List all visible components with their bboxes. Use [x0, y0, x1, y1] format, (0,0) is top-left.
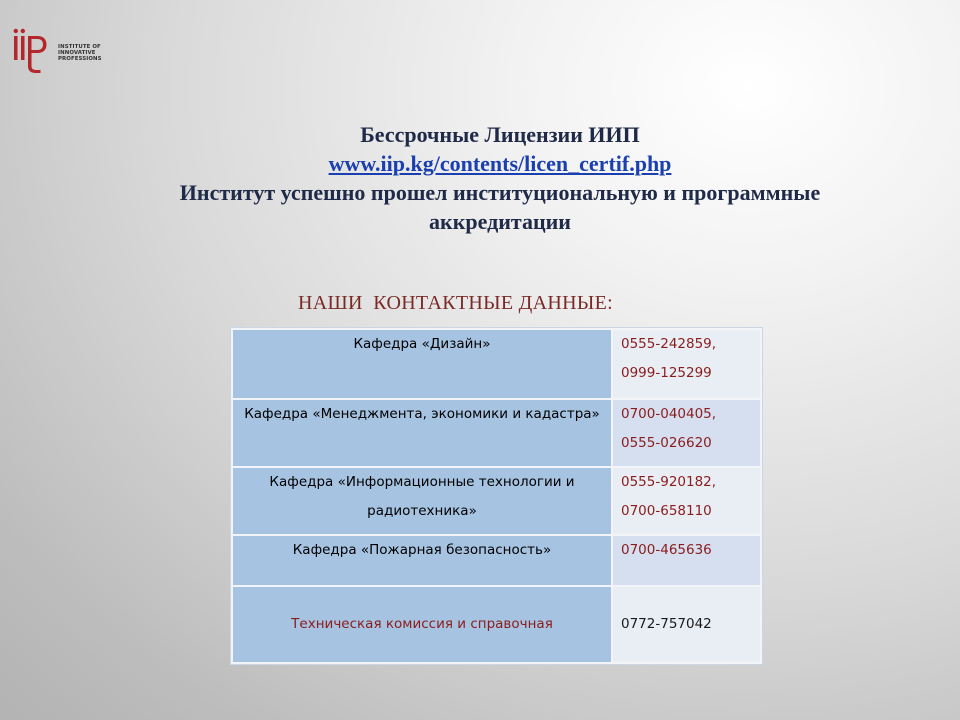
header: [0, 120, 960, 236]
department-cell: Кафедра «Дизайн»: [232, 329, 612, 399]
logo-text-line: INSTITUTE OF: [58, 44, 101, 50]
table-row: [232, 329, 761, 399]
accreditation-text-line: Институт успешно прошел институциональную и программные: [179, 180, 821, 205]
phone-number: 0700-658110: [621, 503, 712, 519]
contacts-heading: НАШИ КОНТАКТНЫЕ ДАННЫЕ:: [298, 292, 613, 314]
logo-text-line: INNOVATIVE: [58, 50, 96, 56]
phone-number: 0999-125299: [621, 365, 712, 381]
phone-number: 0555-026620: [621, 435, 712, 451]
phone-number: 0555-920182,: [621, 474, 717, 490]
phone-number: 0555-242859,: [621, 336, 717, 352]
accreditation-text-line: аккредитации: [429, 209, 571, 234]
logo: [12, 22, 122, 74]
department-cell: Кафедра «Менеджмента, экономики и кадастра»: [232, 399, 612, 467]
logo-text: [58, 44, 102, 62]
table-row: [232, 586, 761, 663]
iip-logo-mark-icon: [12, 22, 56, 74]
phone-number: 0772-757042: [621, 616, 712, 632]
department-cell: Техническая комиссия и справочная: [232, 586, 612, 663]
contacts-table: [231, 328, 762, 664]
license-title: Бессрочные Лицензии ИИП: [360, 122, 640, 147]
department-cell: Кафедра «Пожарная безопасность»: [232, 535, 612, 586]
table-row: [232, 467, 761, 535]
table-row: [232, 399, 761, 467]
phone-cell: [612, 399, 761, 467]
table-row: [232, 535, 761, 586]
license-link[interactable]: www.iip.kg/contents/licen_certif.php: [328, 151, 672, 176]
logo-text-line: PROFESSIONS: [58, 56, 102, 62]
department-cell: Кафедра «Информационные технологии и радиотехника»: [232, 467, 612, 535]
phone-cell: [612, 586, 761, 663]
phone-cell: [612, 535, 761, 586]
phone-number: 0700-040405,: [621, 406, 717, 422]
phone-number: 0700-465636: [621, 542, 712, 558]
phone-cell: [612, 329, 761, 399]
phone-cell: [612, 467, 761, 535]
